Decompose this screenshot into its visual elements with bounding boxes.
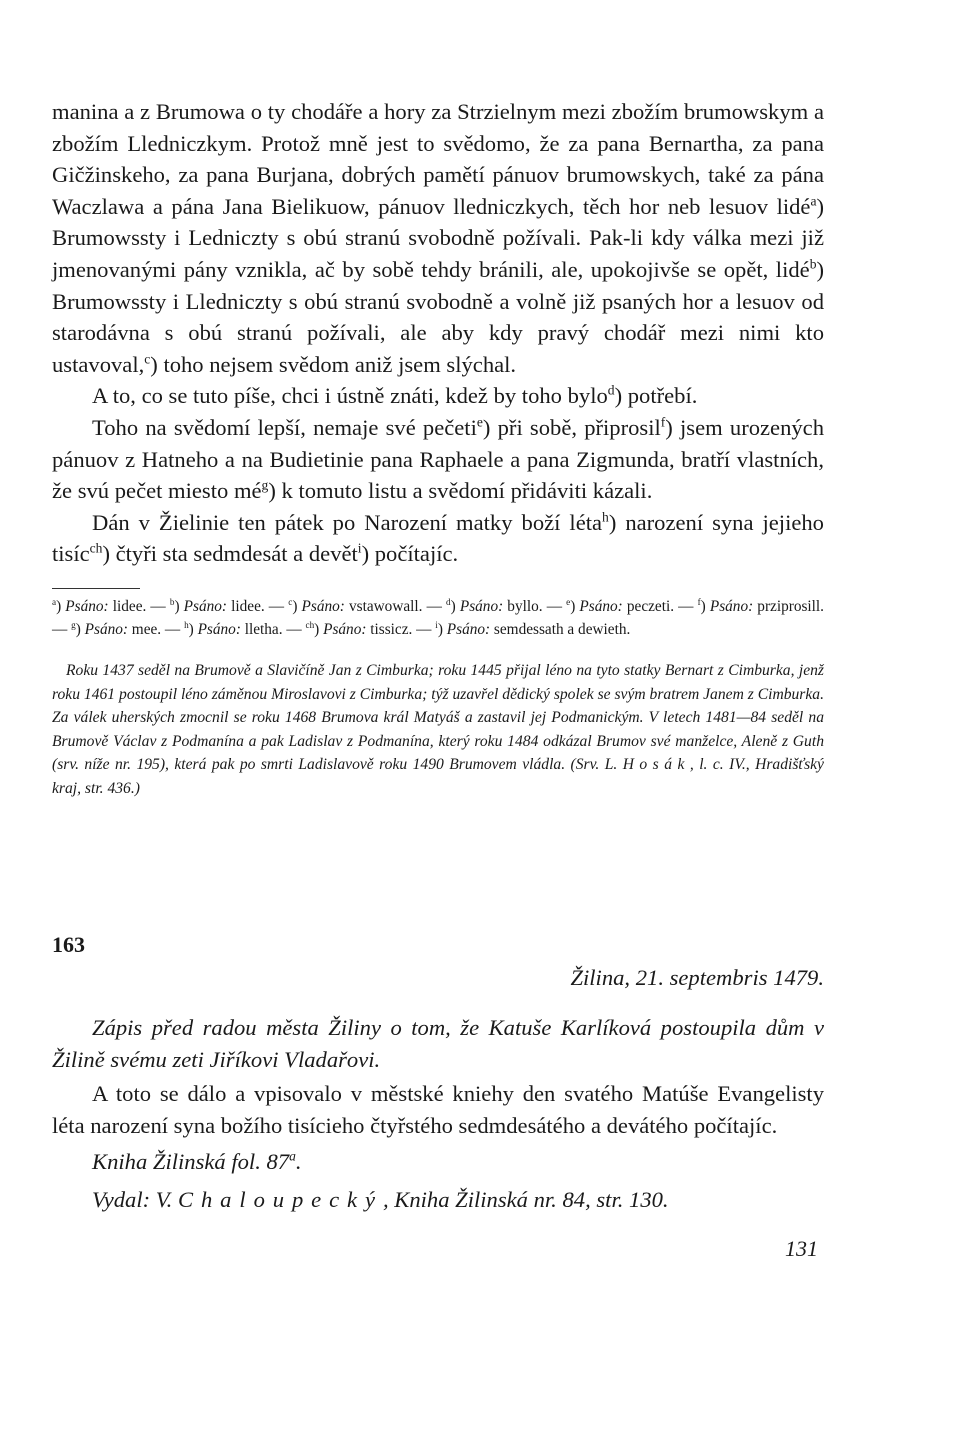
edition-reference (52, 1184, 824, 1216)
cited-author: Hosák (622, 756, 690, 774)
text-run: ) jsem urozených pánuov z Hatneho a na Budietinie pana Raphaele a pana Zigmunda, bratří vlastních, že svú pečet miesto mé (52, 414, 825, 504)
footnote-text: lletha. — (240, 620, 306, 638)
footnote-ref: h (602, 509, 609, 525)
footnotes (52, 595, 824, 641)
footnote-mark: g (71, 619, 76, 630)
text-run: Vydal: V. (92, 1187, 178, 1212)
footnote-text: byllo. — (503, 597, 567, 615)
text-run: manina a z Brumowa o ty chodáře a hory za Strzielnym mezi zbožím brumowskym a zbožím Lledniczkym. Protož mně jest to svědomo, že za pana Bernartha, za pana Gičžinskeho, za pana Burjana, dobrých pamětí pánuov brumowskych, také za pána Waczlawa a pána Jana Bielikuow, pánuov lledniczkych, těch hor neb lesuov lidé (52, 99, 824, 219)
footnote-mark: a (52, 596, 57, 607)
footnote-mark: c (288, 596, 293, 607)
text-run: , l. c. IV., Hradišťský kraj, str. 436.) (52, 756, 824, 797)
page-number: 131 (785, 1236, 818, 1261)
footnote-mark: ch (305, 619, 315, 630)
footnote-label: Psáno: (84, 620, 128, 638)
footnote-divider (52, 588, 140, 589)
document-text: A toto se dálo a vpisovalo v městské kniehy den svatého Matúše Evangelisty léta narození syna božího tisícieho čtyřstého sedmdesátého a devátého počítajíc. (52, 1081, 824, 1138)
paragraph (52, 96, 824, 380)
footnote-text: lidee. — (227, 597, 289, 615)
dating-clause (52, 507, 824, 570)
editorial-commentary (52, 659, 824, 801)
charter-text (52, 96, 824, 570)
footnote-label: Psáno: (459, 597, 504, 615)
text-run: ) Brumowssty i Lledniczty s obú stranú svobodně a volně již psaných hor a lesuov od starodávna s obú stranú požívali, ale aby kdy pravý chodář mezi nimi kto ustavoval, (52, 256, 824, 377)
text-run: . (295, 1149, 302, 1174)
cited-author: Chaloupecký (177, 1187, 383, 1212)
paragraph (52, 412, 824, 507)
footnote-ref: ch (89, 540, 103, 556)
footnote-text: semdessath a dewieth. (490, 620, 631, 638)
text-run: Toho na svědomí lepší, nemaje své pečeti (92, 414, 477, 440)
regest-summary: Zápis před radou města Žiliny o tom, že Katuše Karlíková postoupila dům v Žilině svému zeti Jiříkovi Vladařovi. (52, 1015, 824, 1072)
text-run: ) čtyři sta sedmdesát a devět (102, 541, 358, 567)
text-run: ) při sobě, připrosil (482, 414, 661, 440)
text-run: ) počítajíc. (361, 541, 459, 567)
footnote-ref: b (809, 256, 817, 272)
footnote-ref: e (476, 414, 483, 430)
footnote-ref: d (607, 382, 615, 398)
footnote-mark: e (566, 596, 571, 607)
footnote-mark: h (184, 619, 189, 630)
footnote-text: vstawowall. — (344, 597, 447, 615)
footnote-ref: f (660, 414, 666, 430)
page-body (52, 96, 824, 800)
footnote-ref: g (261, 477, 269, 493)
paragraph (52, 380, 824, 412)
text-run: , Kniha Žilinská nr. 84, str. 130. (382, 1187, 669, 1212)
text-run: ) potřebí. (614, 383, 698, 409)
text-run: ) toho nejsem svědom aniž jsem slýchal. (150, 351, 517, 377)
footnote-text: prziprosill. — (52, 597, 825, 638)
footnote-mark: d (446, 596, 451, 607)
place-and-date: Žilina, 21. septembris 1479. (570, 965, 824, 990)
footnote-label: Psáno: (579, 597, 623, 615)
footnote-label: Psáno: (183, 597, 228, 615)
text-run: ) Brumowssty i Ledniczty s obú stranú svobodně požívali. Pak-li kdy válka mezi již jmenovanými pány vznikla, ač by sobě tehdy bránili, ale, upokojivše se opět, lidé (52, 193, 824, 282)
footnote-ref: i (357, 540, 362, 556)
document-number: 163 (52, 932, 85, 957)
footnote-ref: c (144, 351, 151, 367)
text-run: Dán v Žielinie ten pátek po Narození matky boží léta (92, 509, 603, 535)
text-run: Kniha Žilinská fol. 87 (92, 1149, 290, 1174)
text-run: ) narození syna jejieho tisíc (52, 509, 824, 567)
footnote-label: Psáno: (709, 597, 754, 615)
footnote-label: Psáno: (65, 597, 109, 615)
document-163 (52, 1012, 824, 1216)
text-run: A to, co se tuto píše, chci i ústně znáti, kdež by toho bylo (92, 383, 608, 409)
footnote-mark: i (435, 619, 438, 630)
footnote-text: mee. — (127, 620, 185, 638)
footnote-label: Psáno: (197, 620, 241, 638)
source-reference (52, 1146, 824, 1178)
footnote-mark: b (169, 596, 175, 607)
footnote-text: tissicz. — (366, 620, 436, 638)
footnote-label: Psáno: (446, 620, 491, 638)
footnote-ref: a (810, 193, 817, 209)
footnote-mark: f (697, 596, 701, 607)
footnote-list: $^a$) Psáno: lidee. — $^b$) Psáno: lidee. — $^c$) Psáno: vstawowall. — $^d$) Psáno: byllo. — $^e$) Psáno: peczeti. — $^f$) Psáno: prziprosill. — $^g$) Psáno: mee. — $^h$) Psáno: lletha. — $^{ch}$) Psáno: tissicz. — $^i$) Psáno: semdessath a dewieth. (52, 596, 825, 638)
text-run: ) k tomuto listu a svědomí přidáviti kázali. (268, 478, 653, 504)
commentary-paragraph (52, 659, 824, 801)
folio-side: a (289, 1148, 296, 1164)
footnote-text: peczeti. — (622, 597, 698, 615)
footnote-label: Psáno: (301, 597, 345, 615)
footnote-text: lidee. — (108, 597, 170, 615)
footnote-label: Psáno: (323, 620, 367, 638)
text-run: Roku 1437 seděl na Brumově a Slavičíně Jan z Cimburka; roku 1445 přijal léno na tyto statky Bernart z Cimburka, jenž roku 1461 postoupil léno záměnou Miroslavovi z Cimburka; týž uzavřel dědický spolek se svým bratrem Janem z Cimburka. Za válek uherských zmocnil se roku 1468 Brumova král Matyáš a zastavil jej Podmanickým. V letech 1481—84 seděl na Brumově Václav z Podmanína a pak Ladislav z Podmanína, který roku 1484 odkázal Brumov své manželce, Aleně z Guth (srv. níže nr. 195), která pak po smrti Ladislavově roku 1490 Brumovem vládla. (Srv. L. (52, 661, 824, 774)
